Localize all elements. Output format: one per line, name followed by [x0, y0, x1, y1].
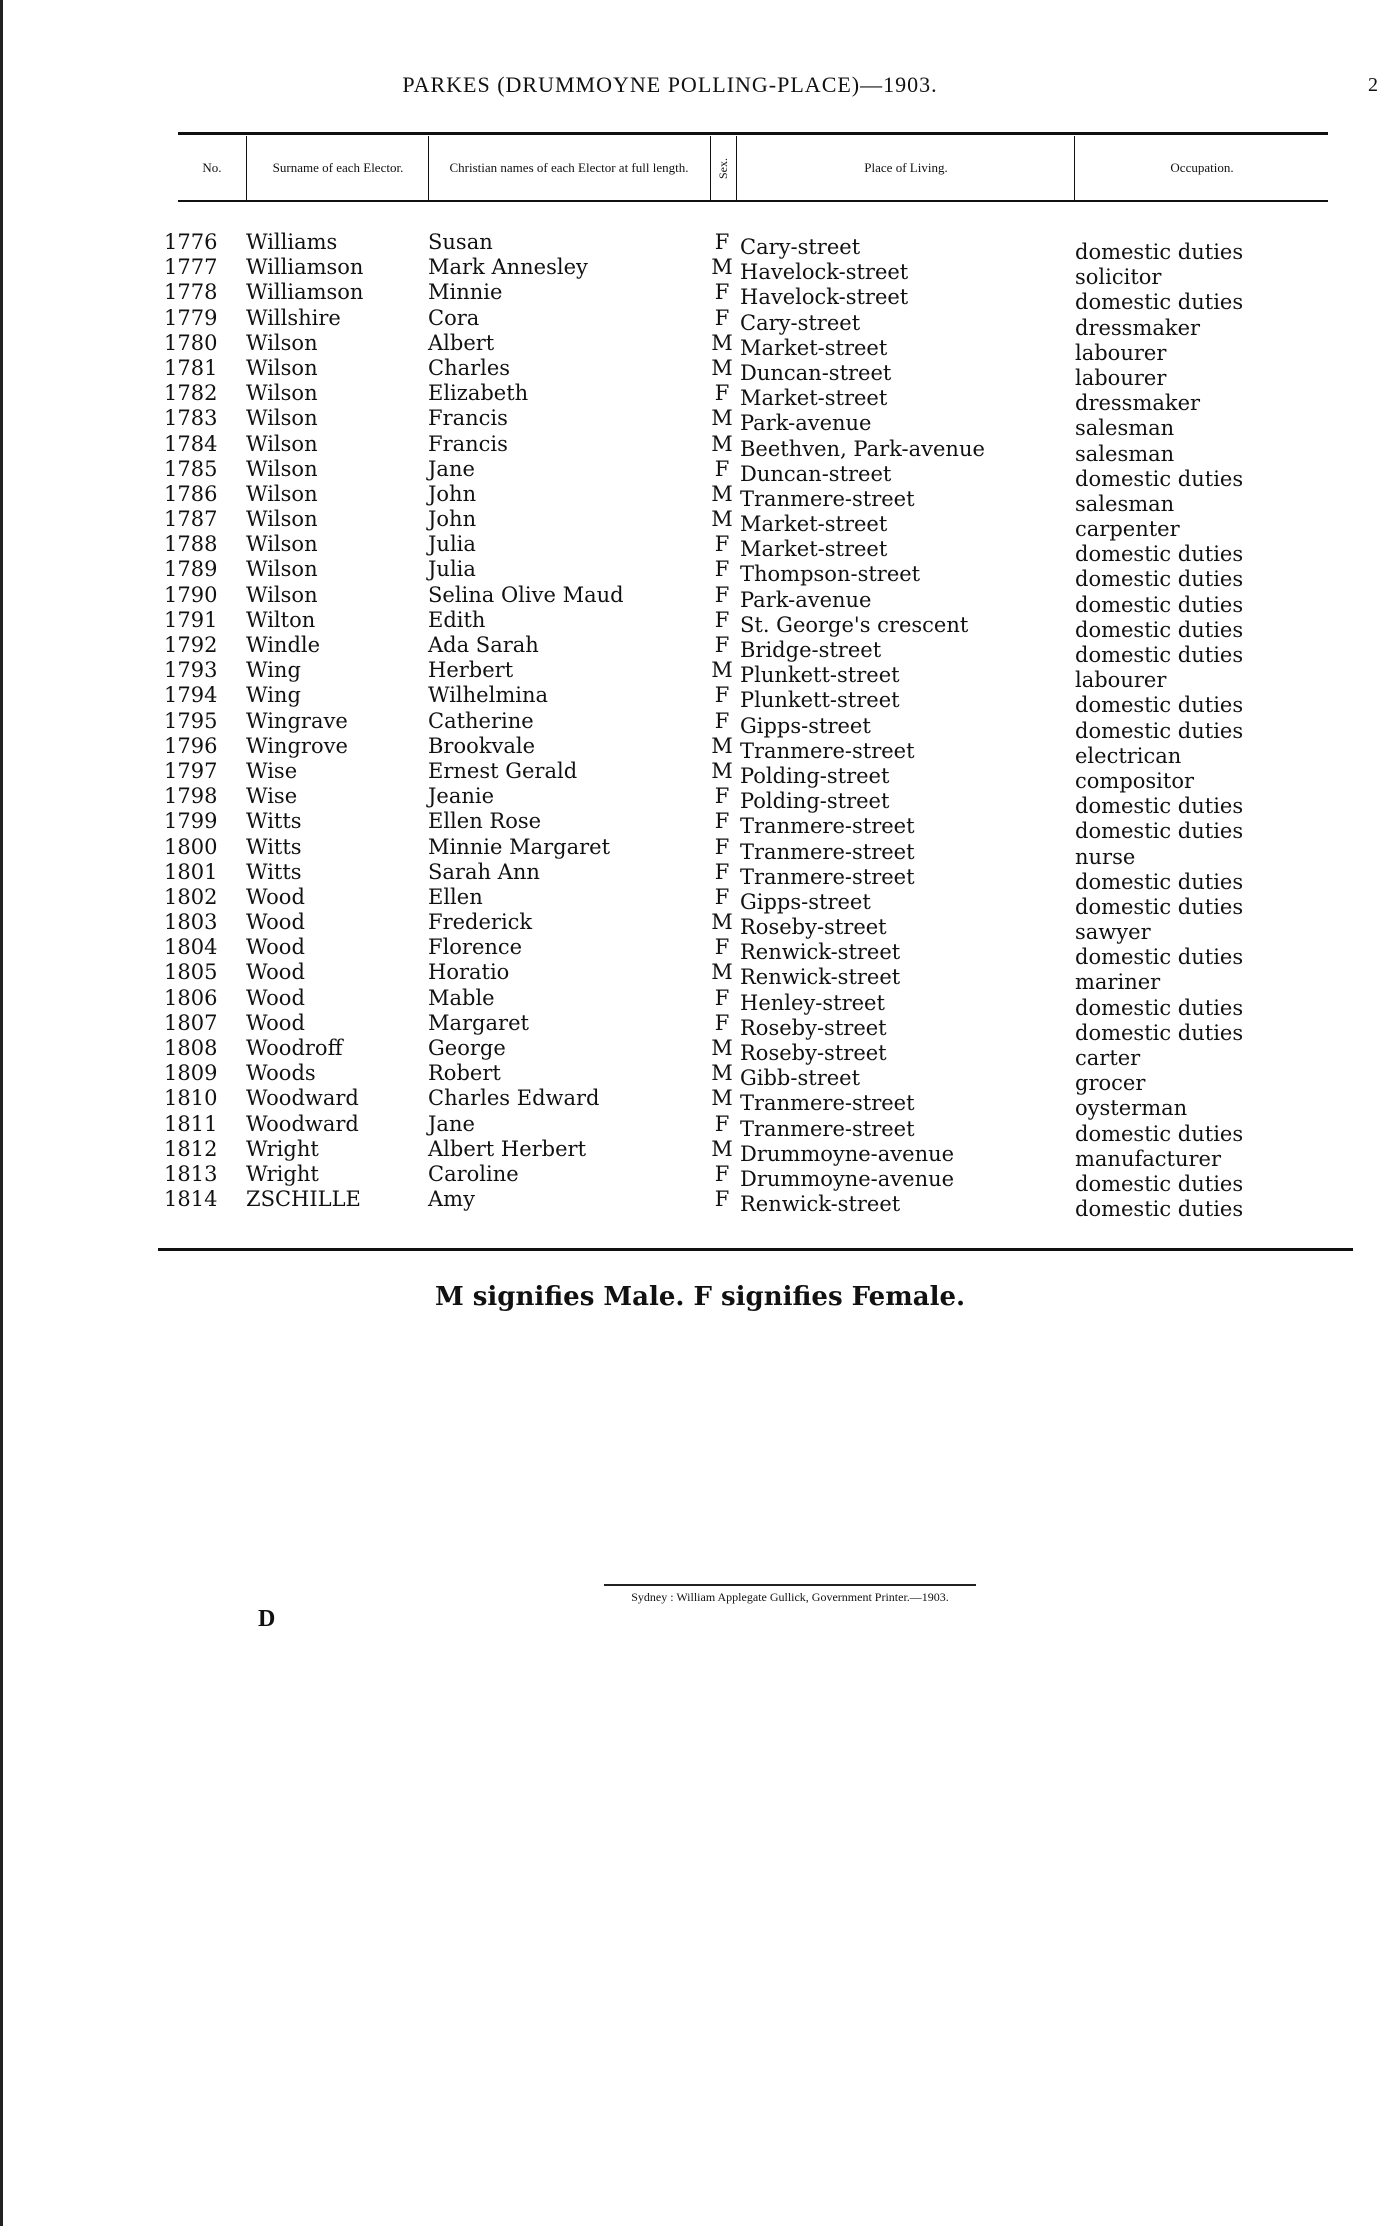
printer-rule: [604, 1584, 976, 1586]
elector-surname: Wingrove: [246, 733, 348, 758]
elector-christian-names: Francis: [428, 431, 508, 456]
elector-number: 1796: [164, 733, 218, 758]
elector-sex: M: [711, 330, 733, 355]
elector-occupation: mariner: [1075, 970, 1161, 995]
elector-occupation: domestic duties: [1075, 1197, 1244, 1222]
elector-place-of-living: Tranmere-street: [740, 486, 915, 511]
column-header-no: No.: [202, 160, 222, 175]
column-divider: [428, 136, 429, 200]
elector-number: 1800: [164, 834, 218, 859]
elector-surname: ZSCHILLE: [246, 1187, 361, 1212]
elector-occupation: solicitor: [1075, 265, 1162, 290]
elector-christian-names: Jane: [428, 1111, 475, 1136]
elector-number: 1805: [164, 960, 218, 985]
elector-occupation: oysterman: [1075, 1096, 1188, 1121]
elector-surname: Woodroff: [246, 1036, 343, 1060]
signature-mark: D: [258, 1606, 276, 1632]
elector-place-of-living: Bridge-street: [740, 638, 882, 662]
elector-christian-names: Charles: [428, 355, 511, 380]
elector-christian-names: Ernest Gerald: [428, 758, 578, 783]
elector-occupation: nurse: [1075, 844, 1136, 869]
elector-surname: Wood: [246, 1010, 305, 1035]
elector-sex: M: [711, 733, 733, 758]
elector-sex: F: [714, 1187, 730, 1212]
table-row: [0, 230, 1382, 264]
elector-sex: F: [714, 381, 730, 406]
elector-number: 1801: [164, 859, 218, 884]
electors-table-body: [0, 230, 1382, 1222]
table-row: [0, 507, 1382, 542]
elector-sex: F: [714, 607, 730, 632]
elector-surname: Woodward: [246, 1086, 359, 1111]
elector-christian-names: Wilhelmina: [428, 683, 548, 708]
elector-number: 1778: [164, 280, 218, 305]
printer-imprint: Sydney : William Applegate Gullick, Government Printer.—1903.: [631, 1590, 949, 1604]
elector-occupation: compositor: [1075, 768, 1195, 793]
elector-christian-names: Herbert: [428, 658, 514, 683]
elector-place-of-living: Tranmere-street: [740, 1116, 915, 1141]
elector-christian-names: Margaret: [428, 1010, 529, 1035]
table-row: [0, 834, 1382, 869]
table-row: [0, 1136, 1382, 1171]
table-row: [0, 330, 1382, 365]
elector-surname: Woods: [246, 1061, 316, 1086]
elector-surname: Wright: [246, 1161, 319, 1186]
elector-place-of-living: Roseby-street: [740, 915, 887, 940]
elector-number: 1807: [164, 1010, 218, 1035]
elector-christian-names: Julia: [428, 532, 476, 557]
elector-surname: Williamson: [246, 255, 364, 280]
elector-occupation: domestic duties: [1075, 794, 1244, 819]
elector-occupation: domestic duties: [1075, 592, 1244, 617]
elector-place-of-living: Cary-street: [740, 310, 861, 335]
elector-number: 1791: [164, 607, 218, 632]
elector-sex: F: [714, 985, 730, 1010]
elector-christian-names: Amy: [428, 1187, 475, 1212]
elector-place-of-living: Cary-street: [740, 235, 861, 259]
elector-place-of-living: St. George's crescent: [740, 612, 969, 637]
elector-place-of-living: Tranmere-street: [740, 814, 915, 839]
elector-number: 1814: [164, 1187, 218, 1212]
elector-surname: Wing: [246, 658, 301, 683]
elector-occupation: salesman: [1075, 416, 1175, 441]
elector-christian-names: Francis: [428, 406, 508, 431]
elector-place-of-living: Roseby-street: [740, 1015, 887, 1040]
elector-occupation: salesman: [1075, 441, 1175, 466]
page-number: 2: [1368, 74, 1378, 96]
table-row: [0, 1086, 1382, 1121]
elector-christian-names: Susan: [428, 230, 493, 254]
elector-number: 1795: [164, 708, 218, 733]
table-row: [0, 381, 1382, 416]
table-row: [0, 733, 1382, 768]
elector-place-of-living: Tranmere-street: [740, 839, 915, 864]
elector-christian-names: Ellen Rose: [428, 809, 542, 834]
elector-place-of-living: Market-street: [740, 512, 888, 537]
elector-occupation: labourer: [1075, 668, 1167, 693]
elector-surname: Wood: [246, 910, 305, 935]
elector-surname: Wood: [246, 935, 305, 960]
elector-number: 1790: [164, 582, 218, 607]
table-row: [0, 1010, 1382, 1045]
elector-sex: M: [711, 355, 733, 380]
table-row: [0, 809, 1382, 844]
elector-surname: Wilson: [246, 507, 318, 532]
column-header-occupation: Occupation.: [1170, 160, 1234, 175]
elector-place-of-living: Gipps-street: [740, 889, 871, 914]
elector-christian-names: Catherine: [428, 708, 534, 733]
table-row: [0, 280, 1382, 315]
elector-place-of-living: Market-street: [740, 335, 888, 360]
table-row: [0, 985, 1382, 1020]
elector-number: 1803: [164, 910, 218, 935]
column-divider: [736, 136, 737, 200]
elector-christian-names: John: [428, 481, 477, 506]
column-divider: [246, 136, 247, 200]
column-header-sex: [711, 136, 735, 200]
elector-number: 1782: [164, 381, 218, 406]
elector-place-of-living: Polding-street: [740, 763, 890, 788]
elector-sex: F: [714, 809, 730, 834]
elector-sex: F: [714, 859, 730, 884]
elector-place-of-living: Tranmere-street: [740, 864, 915, 889]
elector-occupation: domestic duties: [1075, 567, 1244, 592]
elector-sex: M: [711, 255, 733, 280]
elector-occupation: manufacturer: [1075, 1146, 1222, 1171]
elector-sex: F: [714, 1111, 730, 1136]
elector-occupation: domestic duties: [1075, 995, 1244, 1020]
table-row: [0, 305, 1382, 340]
elector-occupation: dressmaker: [1075, 391, 1201, 416]
elector-occupation: domestic duties: [1075, 542, 1244, 567]
elector-surname: Witts: [246, 809, 302, 834]
elector-place-of-living: Tranmere-street: [740, 738, 915, 763]
elector-surname: Willshire: [246, 305, 341, 330]
elector-number: 1777: [164, 255, 218, 280]
column-divider: [1074, 136, 1075, 200]
table-row: [0, 960, 1382, 995]
elector-place-of-living: Beethven, Park-avenue: [740, 436, 985, 461]
elector-surname: Wilson: [246, 431, 318, 456]
elector-number: 1802: [164, 884, 218, 909]
elector-occupation: dressmaker: [1075, 315, 1201, 340]
elector-place-of-living: Roseby-street: [740, 1041, 887, 1065]
sex-legend: M signifies Male. F signifies Female.: [434, 1282, 966, 1312]
elector-number: 1804: [164, 935, 218, 960]
elector-surname: Wing: [246, 683, 301, 708]
elector-christian-names: Caroline: [428, 1161, 519, 1186]
elector-sex: M: [711, 1136, 733, 1161]
elector-place-of-living: Thompson-street: [740, 562, 921, 587]
elector-place-of-living: Havelock-street: [740, 285, 909, 310]
elector-number: 1789: [164, 557, 218, 582]
elector-occupation: domestic duties: [1075, 643, 1244, 667]
elector-surname: Woodward: [246, 1111, 359, 1136]
elector-sex: F: [714, 557, 730, 582]
elector-occupation: domestic duties: [1075, 693, 1244, 718]
elector-christian-names: Sarah Ann: [428, 859, 540, 884]
elector-occupation: domestic duties: [1075, 290, 1244, 315]
elector-number: 1808: [164, 1036, 218, 1060]
elector-number: 1806: [164, 985, 218, 1010]
elector-place-of-living: Duncan-street: [740, 461, 892, 486]
elector-number: 1810: [164, 1086, 218, 1111]
elector-place-of-living: Renwick-street: [740, 940, 901, 965]
elector-surname: Wilson: [246, 406, 318, 431]
table-row: [0, 456, 1382, 491]
elector-sex: M: [711, 1061, 733, 1086]
elector-number: 1799: [164, 809, 218, 834]
elector-christian-names: Ellen: [428, 884, 483, 909]
elector-christian-names: Florence: [428, 935, 523, 960]
elector-sex: M: [711, 431, 733, 456]
table-row: [0, 481, 1382, 516]
elector-christian-names: Cora: [428, 305, 480, 330]
elector-surname: Wilson: [246, 582, 318, 607]
table-row: [0, 255, 1382, 290]
elector-number: 1788: [164, 532, 218, 557]
elector-sex: F: [714, 683, 730, 708]
elector-christian-names: Selina Olive Maud: [428, 582, 624, 607]
elector-number: 1809: [164, 1061, 218, 1086]
elector-occupation: domestic duties: [1075, 1020, 1244, 1045]
elector-number: 1781: [164, 355, 218, 380]
elector-surname: Wise: [246, 784, 298, 809]
table-row: [0, 683, 1382, 718]
elector-occupation: sawyer: [1075, 920, 1151, 945]
elector-surname: Wilson: [246, 557, 318, 582]
elector-number: 1786: [164, 481, 218, 506]
table-row: [0, 859, 1382, 894]
elector-number: 1797: [164, 758, 218, 783]
table-row: [0, 708, 1382, 743]
elector-place-of-living: Park-avenue: [740, 587, 872, 612]
elector-surname: Witts: [246, 834, 302, 859]
elector-number: 1813: [164, 1161, 218, 1186]
elector-surname: Wilson: [246, 330, 318, 355]
table-bottom-rule: [158, 1248, 1353, 1251]
table-row: [0, 884, 1382, 919]
elector-christian-names: Jeanie: [428, 784, 495, 809]
elector-christian-names: Minnie Margaret: [428, 834, 611, 859]
elector-sex: F: [714, 708, 730, 733]
elector-occupation: grocer: [1075, 1071, 1146, 1096]
elector-sex: F: [714, 532, 730, 557]
elector-occupation: domestic duties: [1075, 819, 1244, 844]
elector-place-of-living: Park-avenue: [740, 411, 872, 436]
elector-sex: M: [711, 1036, 733, 1060]
elector-place-of-living: Plunkett-street: [740, 663, 900, 688]
elector-sex: M: [711, 910, 733, 935]
elector-occupation: domestic duties: [1075, 894, 1244, 919]
elector-number: 1793: [164, 658, 218, 683]
elector-christian-names: Mable: [428, 985, 495, 1010]
elector-place-of-living: Renwick-street: [740, 1192, 901, 1217]
table-row: [0, 633, 1382, 667]
elector-christian-names: John: [428, 507, 477, 532]
elector-number: 1792: [164, 633, 218, 657]
elector-number: 1787: [164, 507, 218, 532]
column-header-place-of-living: Place of Living.: [864, 160, 948, 175]
elector-place-of-living: Gipps-street: [740, 713, 871, 738]
elector-sex: F: [714, 884, 730, 909]
elector-sex: F: [714, 784, 730, 809]
elector-place-of-living: Plunkett-street: [740, 688, 900, 713]
elector-christian-names: Albert Herbert: [428, 1136, 587, 1161]
elector-sex: M: [711, 960, 733, 985]
elector-christian-names: Mark Annesley: [428, 255, 588, 280]
elector-sex: F: [714, 633, 730, 657]
table-row: [0, 1111, 1382, 1146]
table-row: [0, 1036, 1382, 1070]
elector-sex: F: [714, 834, 730, 859]
elector-number: 1794: [164, 683, 218, 708]
elector-sex: M: [711, 758, 733, 783]
elector-occupation: domestic duties: [1075, 466, 1244, 491]
elector-occupation: salesman: [1075, 491, 1175, 516]
elector-christian-names: Robert: [428, 1061, 501, 1086]
table-row: [0, 758, 1382, 793]
elector-sex: F: [714, 1010, 730, 1035]
elector-place-of-living: Drummoyne-avenue: [740, 1166, 955, 1191]
elector-place-of-living: Drummoyne-avenue: [740, 1141, 955, 1166]
elector-number: 1812: [164, 1136, 218, 1161]
elector-occupation: domestic duties: [1075, 617, 1244, 642]
table-row: [0, 935, 1382, 970]
table-row: [0, 431, 1382, 466]
elector-surname: Wood: [246, 960, 305, 985]
elector-surname: Wilson: [246, 355, 318, 380]
elector-surname: Wood: [246, 985, 305, 1010]
elector-occupation: domestic duties: [1075, 240, 1244, 264]
elector-place-of-living: Henley-street: [740, 990, 885, 1015]
table-row: [0, 1187, 1382, 1222]
column-header-christian-names: Christian names of each Elector at full length.: [449, 160, 689, 175]
elector-occupation: carter: [1075, 1046, 1141, 1070]
elector-surname: Wilson: [246, 532, 318, 557]
elector-surname: Wilson: [246, 481, 318, 506]
elector-number: 1811: [164, 1111, 218, 1136]
elector-sex: F: [714, 305, 730, 330]
elector-christian-names: Edith: [428, 607, 486, 632]
elector-place-of-living: Duncan-street: [740, 360, 892, 385]
elector-occupation: carpenter: [1075, 517, 1180, 542]
elector-number: 1785: [164, 456, 218, 481]
elector-christian-names: Ada Sarah: [428, 633, 539, 657]
table-row: [0, 658, 1382, 693]
table-row: [0, 784, 1382, 819]
elector-surname: Wise: [246, 758, 298, 783]
elector-christian-names: Frederick: [428, 910, 533, 935]
elector-sex: M: [711, 406, 733, 431]
elector-sex: F: [714, 280, 730, 305]
elector-surname: Williamson: [246, 280, 364, 305]
elector-sex: M: [711, 481, 733, 506]
table-row: [0, 406, 1382, 441]
elector-surname: Witts: [246, 859, 302, 884]
elector-place-of-living: Market-street: [740, 386, 888, 411]
table-row: [0, 910, 1382, 945]
elector-occupation: domestic duties: [1075, 1171, 1244, 1196]
table-row: [0, 1161, 1382, 1196]
elector-occupation: labourer: [1075, 340, 1167, 365]
elector-occupation: domestic duties: [1075, 945, 1244, 970]
table-row: [0, 355, 1382, 390]
table-row: [0, 557, 1382, 592]
column-header-sex-label: Sex.: [716, 157, 730, 179]
elector-christian-names: Albert: [428, 330, 495, 355]
elector-christian-names: Elizabeth: [428, 381, 529, 406]
elector-place-of-living: Renwick-street: [740, 965, 901, 990]
elector-occupation: labourer: [1075, 365, 1167, 390]
elector-christian-names: Julia: [428, 557, 476, 582]
elector-surname: Wilton: [246, 607, 316, 632]
header-bottom-rule: [178, 200, 1328, 202]
elector-christian-names: Minnie: [428, 280, 503, 305]
elector-sex: F: [714, 230, 730, 254]
table-row: [0, 607, 1382, 642]
elector-surname: Wilson: [246, 456, 318, 481]
elector-place-of-living: Tranmere-street: [740, 1091, 915, 1116]
elector-place-of-living: Market-street: [740, 537, 888, 562]
elector-sex: F: [714, 582, 730, 607]
table-row: [0, 582, 1382, 617]
elector-sex: M: [711, 1086, 733, 1111]
elector-place-of-living: Polding-street: [740, 789, 890, 814]
header-top-rule: [178, 132, 1328, 135]
elector-surname: Wright: [246, 1136, 319, 1161]
elector-christian-names: Brookvale: [428, 733, 536, 758]
elector-occupation: domestic duties: [1075, 1121, 1244, 1146]
elector-number: 1783: [164, 406, 218, 431]
column-header-surname: Surname of each Elector.: [272, 160, 404, 175]
elector-surname: Williams: [246, 230, 338, 254]
elector-surname: Windle: [246, 633, 321, 657]
elector-place-of-living: Gibb-street: [740, 1066, 861, 1091]
elector-christian-names: Jane: [428, 456, 475, 481]
elector-surname: Wingrave: [246, 708, 348, 733]
elector-place-of-living: Havelock-street: [740, 260, 909, 285]
elector-christian-names: Charles Edward: [428, 1086, 600, 1111]
page-title: PARKES (DRUMMOYNE POLLING-PLACE)—1903.: [402, 72, 938, 97]
elector-sex: F: [714, 935, 730, 960]
elector-surname: Wilson: [246, 381, 318, 406]
elector-number: 1779: [164, 305, 218, 330]
elector-surname: Wood: [246, 884, 305, 909]
elector-christian-names: Horatio: [428, 960, 510, 985]
table-row: [0, 532, 1382, 567]
elector-number: 1798: [164, 784, 218, 809]
elector-occupation: electrican: [1075, 743, 1182, 768]
elector-sex: M: [711, 658, 733, 683]
elector-sex: F: [714, 456, 730, 481]
elector-occupation: domestic duties: [1075, 869, 1244, 894]
elector-occupation: domestic duties: [1075, 718, 1244, 743]
elector-number: 1780: [164, 330, 218, 355]
elector-sex: F: [714, 1161, 730, 1186]
elector-sex: M: [711, 507, 733, 532]
elector-number: 1776: [164, 230, 218, 254]
elector-christian-names: George: [428, 1036, 506, 1060]
elector-number: 1784: [164, 431, 218, 456]
table-row: [0, 1061, 1382, 1096]
